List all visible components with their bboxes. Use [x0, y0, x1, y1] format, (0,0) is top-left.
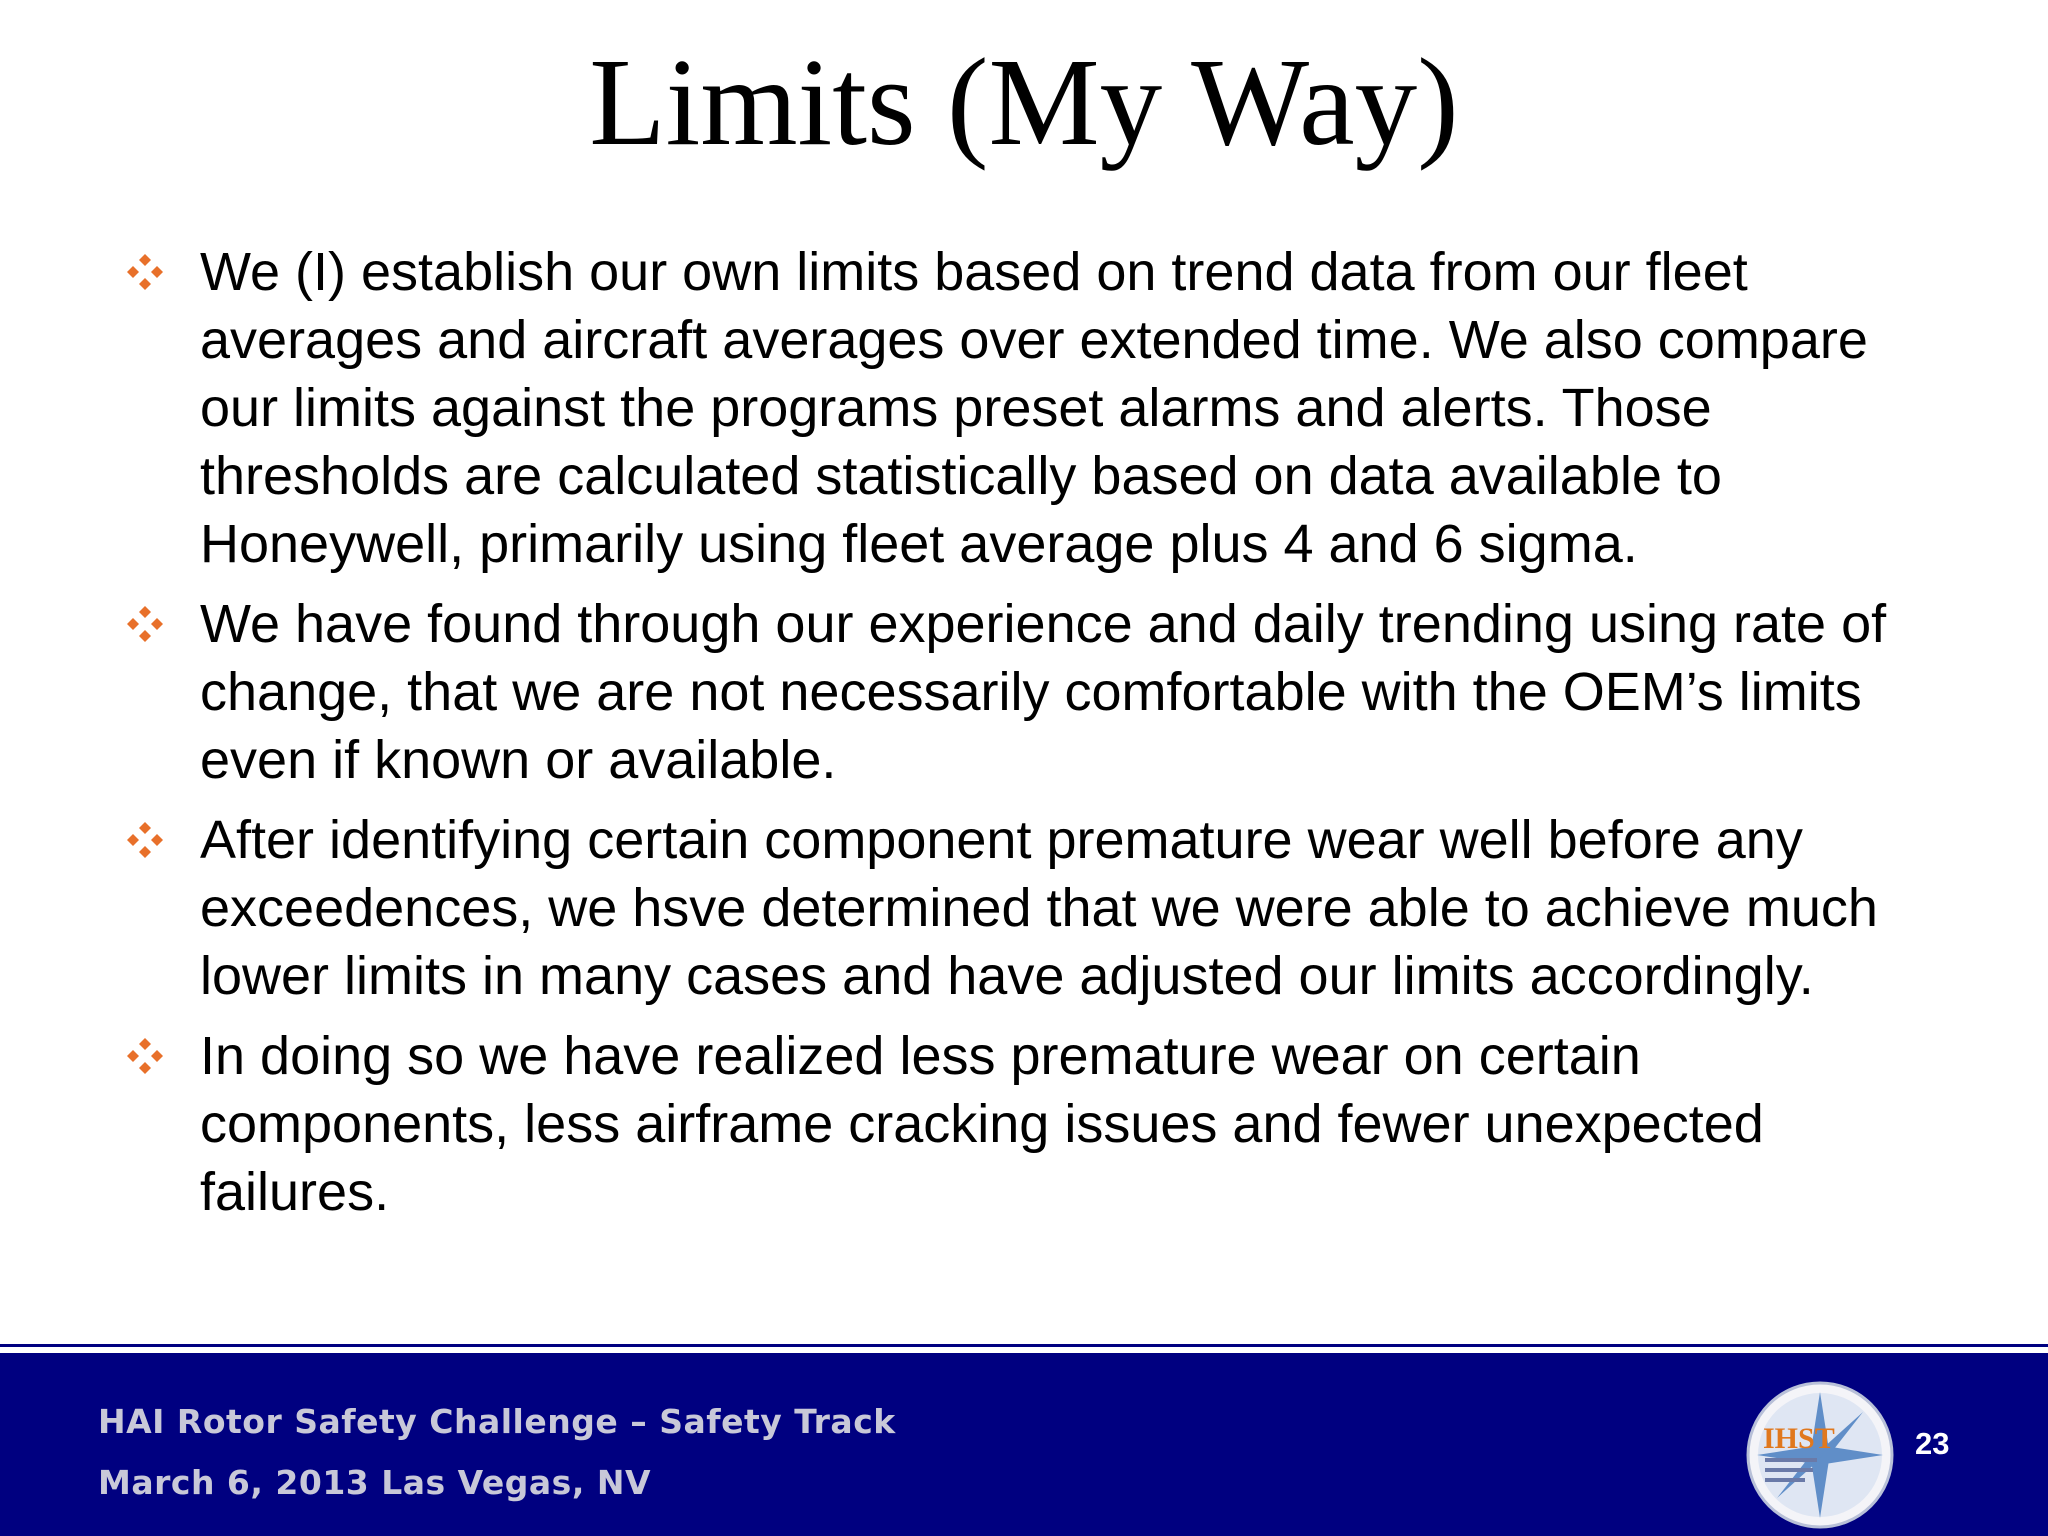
ihst-logo-icon — [1745, 1380, 1895, 1530]
diamond-bullet-icon — [125, 820, 165, 860]
bullet-item — [125, 1022, 1925, 1226]
bullet-text: We (I) establish our own limits based on trend data from our fleet averages and aircraft averages over extended time. We also compare our limits against the programs preset alarms and alerts. Those thresholds are calculated statistically based on data available to Honeywell, primarily using fleet average plus 4 and 6 sigma. — [200, 242, 1868, 574]
page-number: 23 — [1915, 1426, 1950, 1461]
bullet-text: We have found through our experience and daily trending using rate of change, that we are not necessarily comfortable with the OEM’s limits even if known or available. — [200, 594, 1887, 790]
footer-date-location: March 6, 2013 Las Vegas, NV — [98, 1463, 652, 1502]
bullet-item — [125, 590, 1925, 794]
footer-divider — [0, 1344, 2048, 1347]
bullet-list — [125, 238, 1925, 1238]
logo-text: IHST — [1763, 1422, 1835, 1455]
diamond-bullet-icon — [125, 1036, 165, 1076]
footer-bar — [0, 1353, 2048, 1536]
bullet-text: After identifying certain component premature wear well before any exceedences, we hsve determined that we were able to achieve much lower limits in many cases and have adjusted our limits accordingly. — [200, 810, 1878, 1006]
bullet-item — [125, 238, 1925, 578]
bullet-item — [125, 806, 1925, 1010]
bullet-text: In doing so we have realized less premature wear on certain components, less airframe cracking issues and fewer unexpected failures. — [200, 1026, 1764, 1222]
footer-event-title: HAI Rotor Safety Challenge – Safety Track — [98, 1402, 896, 1441]
diamond-bullet-icon — [125, 604, 165, 644]
diamond-bullet-icon — [125, 252, 165, 292]
slide-title: Limits (My Way) — [589, 34, 1459, 172]
